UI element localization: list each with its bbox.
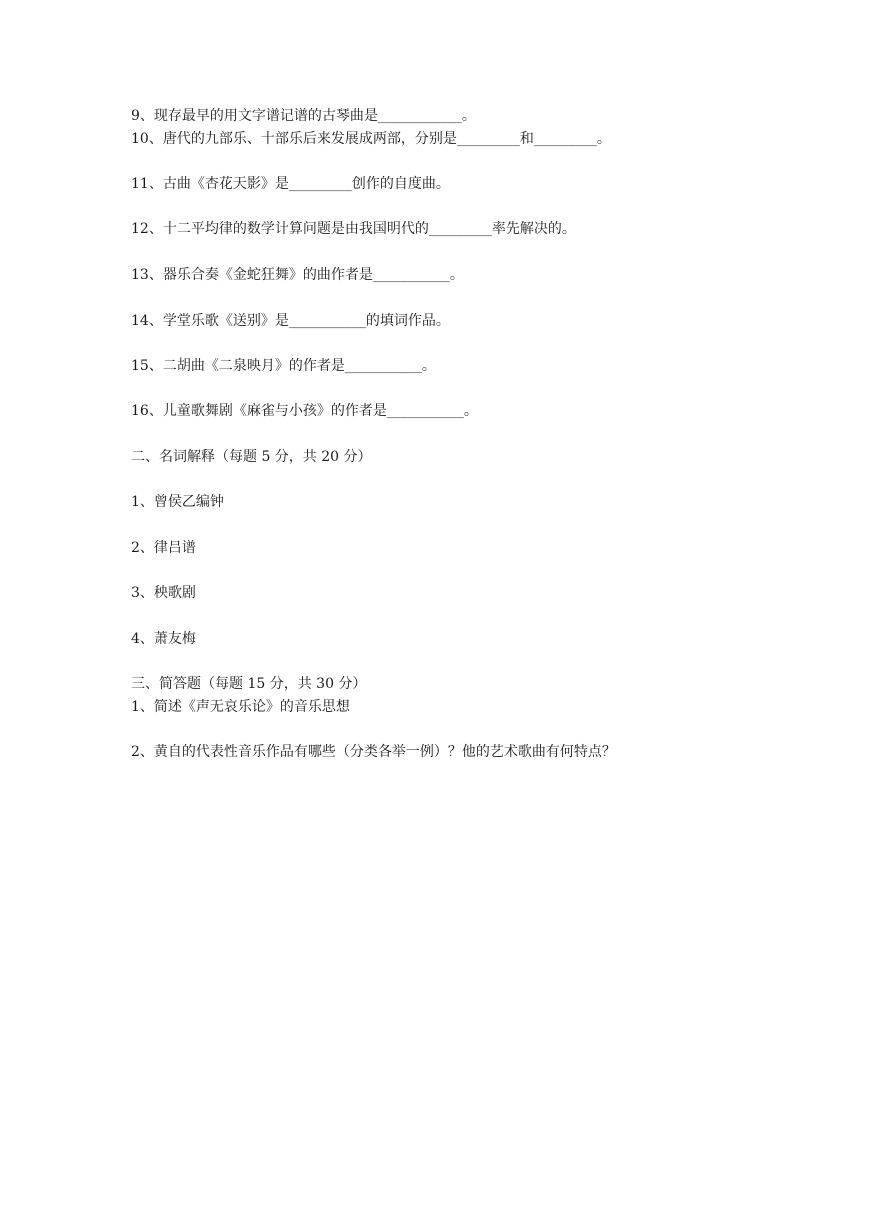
question-13: 13、器乐合奏《金蛇狂舞》的曲作者是___________。 [131,267,464,283]
question-15: 15、二胡曲《二泉映月》的作者是___________。 [131,358,436,374]
term-item: 2、律吕谱 [131,540,196,556]
question-10: 10、唐代的九部乐、十部乐后来发展成两部，分别是_________和_________。 [131,131,611,147]
question-16: 16、儿童歌舞剧《麻雀与小孩》的作者是___________。 [131,403,478,419]
question-12: 12、十二平均律的数学计算问题是由我国明代的_________率先解决的。 [131,221,576,237]
short-answer-item: 2、黄自的代表性音乐作品有哪些（分类各举一例）？他的艺术歌曲有何特点？ [131,744,616,760]
question-14: 14、学堂乐歌《送别》是___________的填词作品。 [131,313,450,329]
section-heading-terms: 二、名词解释（每题 5 分，共 20 分） [131,449,372,465]
term-item: 4、萧友梅 [131,631,196,647]
term-item: 3、秧歌剧 [131,585,196,601]
question-11: 11、古曲《杏花天影》是_________创作的自度曲。 [131,176,450,192]
short-answer-item: 1、简述《声无哀乐论》的音乐思想 [131,699,350,715]
question-9: 9、现存最早的用文字谱记谱的古琴曲是____________。 [131,108,476,124]
term-item: 1、曾侯乙编钟 [131,494,224,510]
section-heading-short-answer: 三、简答题（每题 15 分，共 30 分） [131,676,367,692]
